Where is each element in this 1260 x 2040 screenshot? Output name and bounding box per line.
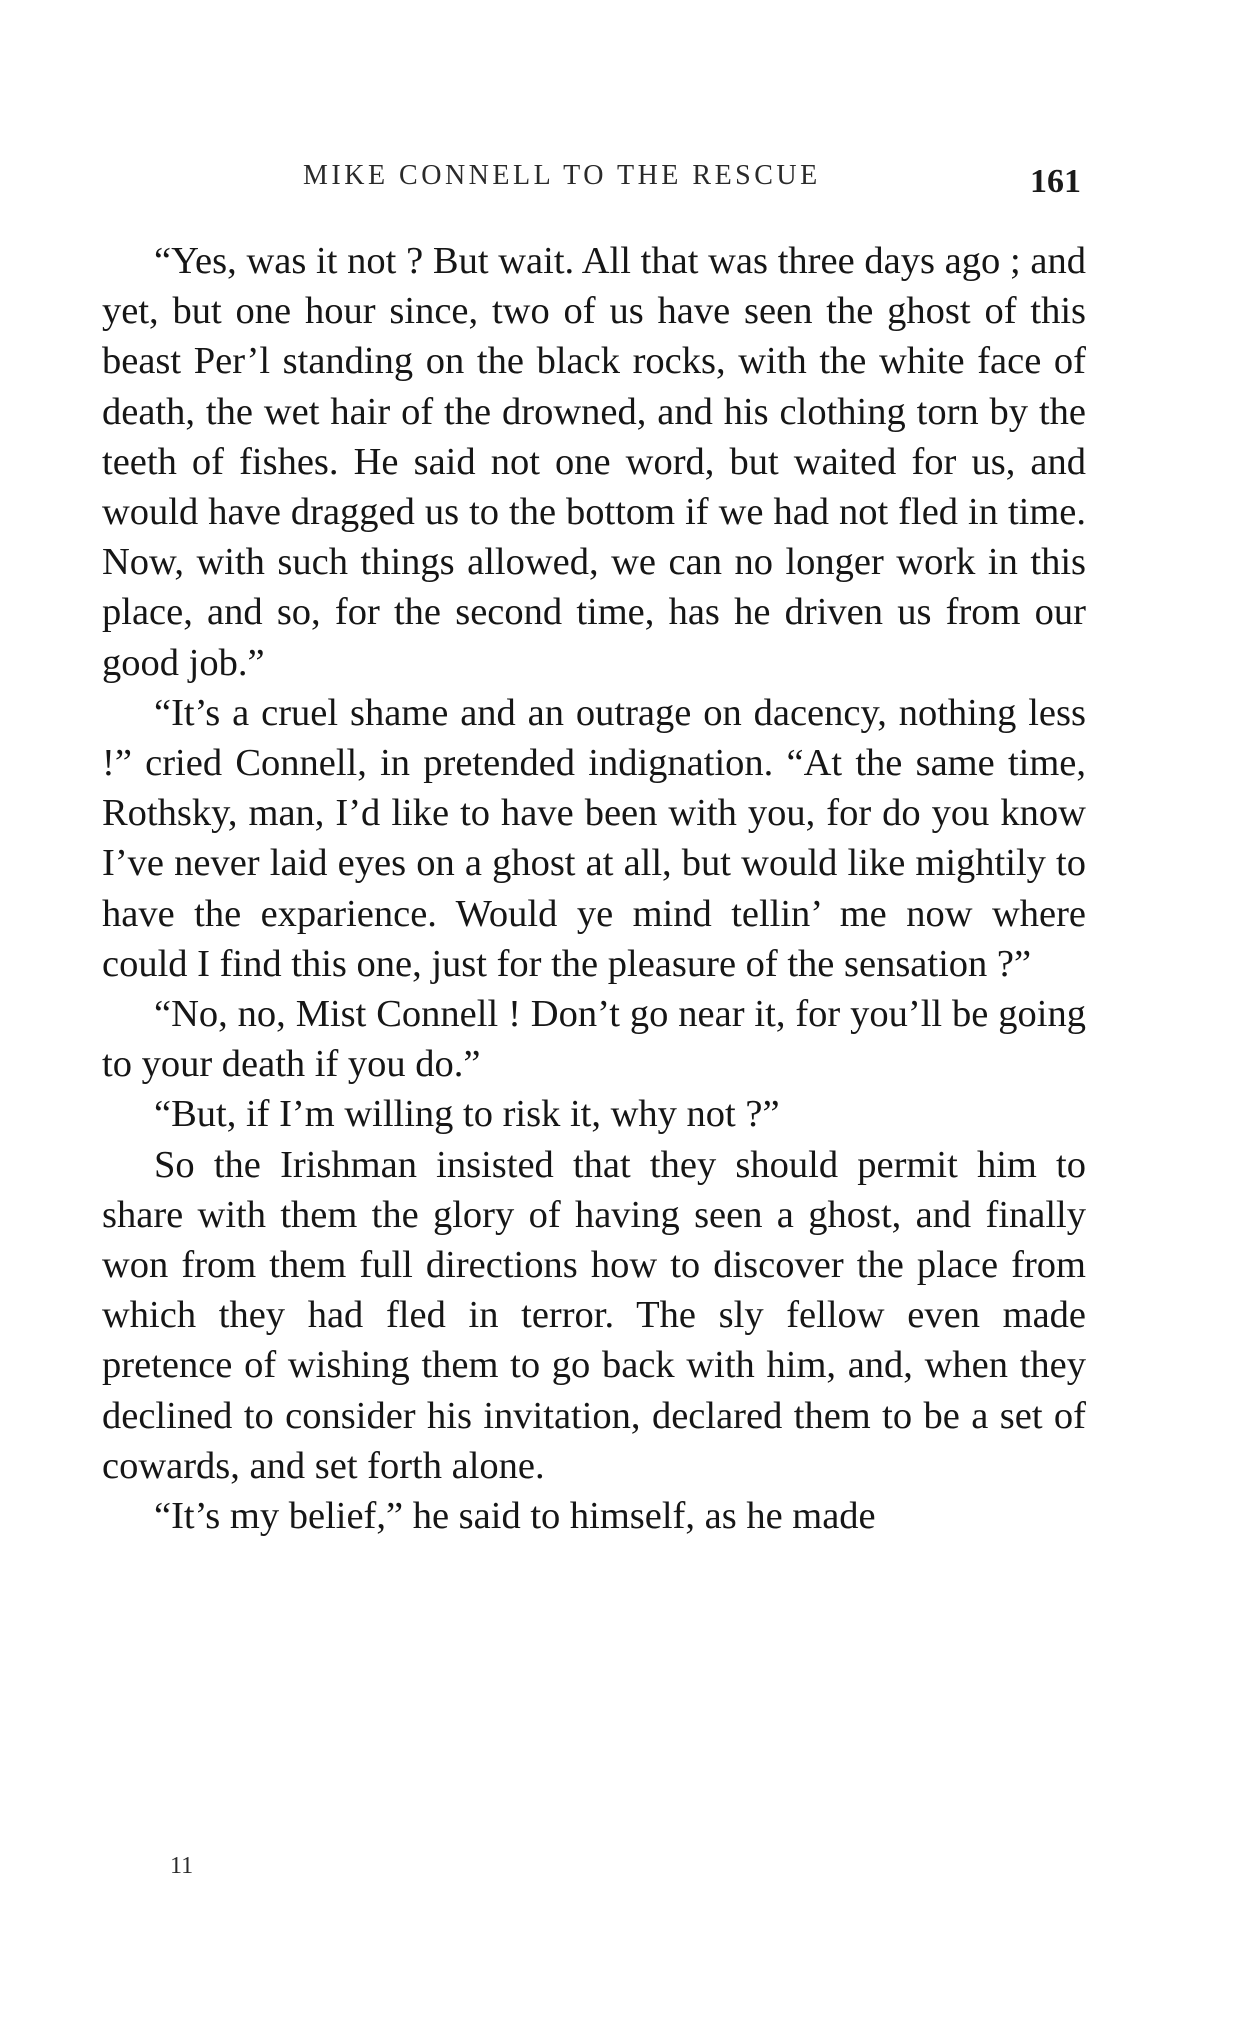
paragraph: “But, if I’m willing to risk it, why not ?” <box>154 1093 780 1136</box>
running-head: MIKE CONNELL TO THE RESCUE <box>303 160 821 191</box>
paragraph: “No, no, Mist Connell ! Don’t go near it, for you’ll be going to your death if you do.” <box>102 993 1086 1086</box>
paragraph: “It’s a cruel shame and an outrage on dacency, nothing less !” cried Connell, in pretended indignation. “At the same time, Rothsky, man, I’d like to have been with you, for do you know I’ve never laid eyes on a ghost at all, but would like mightily to have the exparience. Would ye mind tellin’ me now where could I find this one, just for the pleasure of the sensation ?” <box>102 691 1086 985</box>
paragraph: “It’s my belief,” he said to himself, as he made <box>154 1495 876 1538</box>
paragraph: So the Irishman insisted that they should permit him to share with them the glory of having seen a ghost, and finally won from them full directions how to discover the place from which they had fled in terror. The sly fellow even made pretence of wishing them to go back with him, and, when they declined to consider his invitation, declared them to be a set of cowards, and set forth alone. <box>102 1143 1086 1487</box>
signature-mark: 11 <box>170 1853 194 1879</box>
paragraph: “Yes, was it not ? But wait. All that was three days ago ; and yet, but one hour since, two of us have seen the ghost of this beast Per’l standing on the black rocks, with the white face of death, the wet hair of the drowned, and his clothing torn by the teeth of fishes. He said not one word, but waited for us, and would have dragged us to the bottom if we had not fled in time. Now, with such things allowed, we can no longer work in this place, and so, for the second time, has he driven us from our good job.” <box>102 240 1086 684</box>
page-number: 161 <box>1030 163 1081 200</box>
body-text <box>102 236 1086 1541</box>
